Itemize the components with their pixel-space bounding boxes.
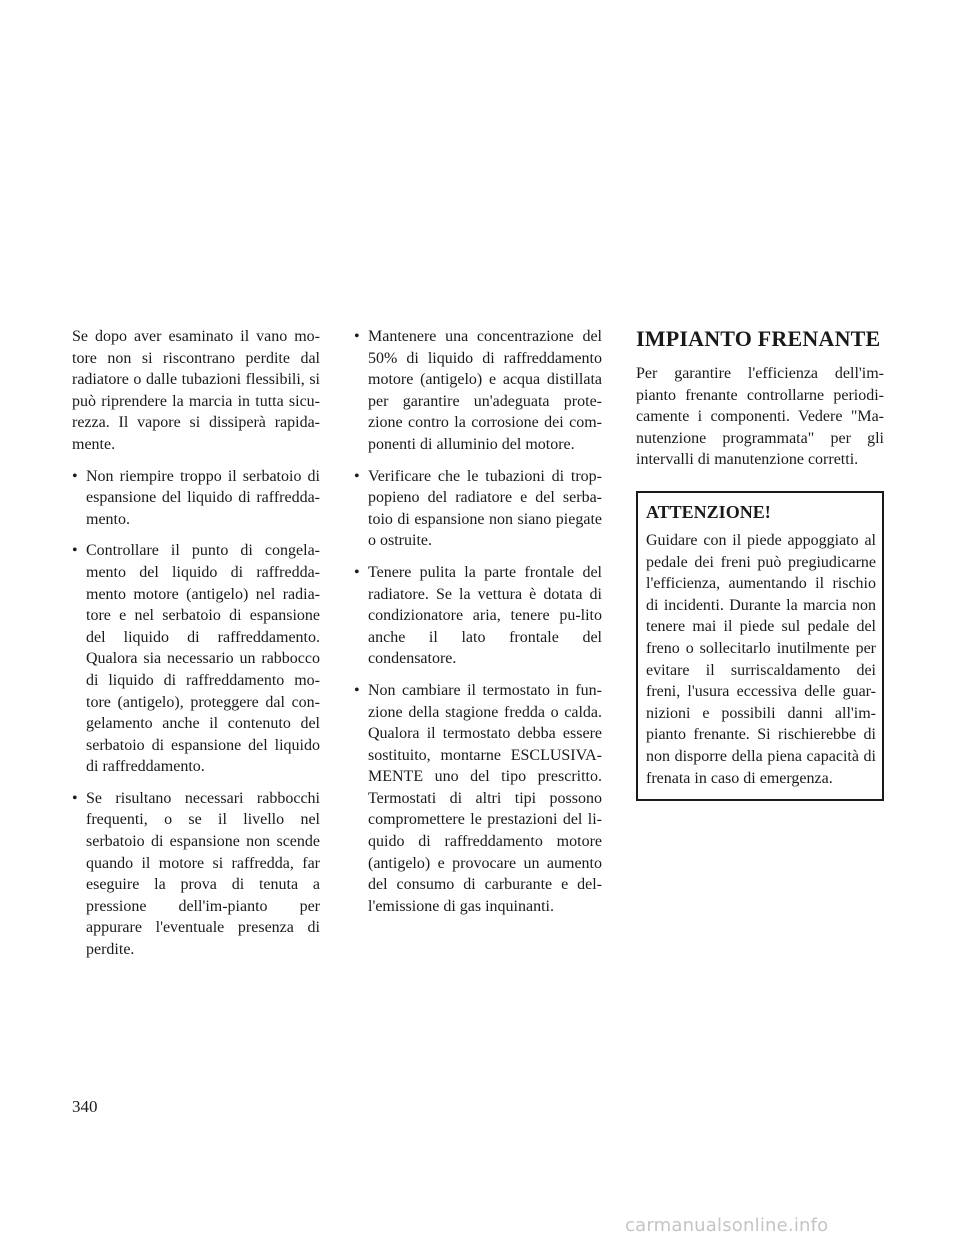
intro-paragraph: Se dopo aver esaminato il vano mo-tore non si riscontrano perdite dal radiatore o dalle tubazioni flessibili, si può riprendere la marcia in tutta sicu-rezza. Il vapore si dissiperà rapida-mente. (72, 328, 320, 453)
warning-box (636, 491, 884, 801)
column-right (636, 326, 884, 801)
watermark: carmanualsonline.info (625, 1215, 829, 1236)
list-item: • Mantenere una concentrazione del 50% di liquido di raffreddamento motore (antigelo) e acqua distillata per garantire un'adeguata prote-zione contro la corrosione dei com-ponenti di alluminio del motore. (354, 326, 602, 456)
bullet-list-middle (354, 326, 602, 917)
column-left (72, 326, 320, 961)
list-item: • Tenere pulita la parte frontale del radiatore. Se la vettura è dotata di condizionatore aria, tenere pu-lito anche il lato frontale del condensatore. (354, 562, 602, 670)
bullet-list-left (72, 466, 320, 961)
warning-text: Guidare con il piede appoggiato al pedale dei freni può pregiudicarne l'efficienza, aumentando il rischio di incidenti. Durante la marcia non tenere mai il piede sul pedale del freno o sollecitarlo inutilmente per evitare il surriscaldamento dei freni, l'usura eccessiva delle guar-nizioni e possibili danni all'im-pianto frenante. Si rischierebbe di non disporre della piena capacità di frenata in caso di emergenza. (646, 531, 876, 787)
warning-title: ATTENZIONE! (646, 501, 771, 522)
column-middle (354, 326, 602, 917)
list-item: • Verificare che le tubazioni di trop-popieno del radiatore e del serba-toio di espansione non siano piegate o ostruite. (354, 466, 602, 552)
list-item: • Se risultano necessari rabbocchi frequenti, o se il livello nel serbatoio di espansione non scende quando il motore si raffredda, far eseguire la prova di tenuta a pressione dell'im-pianto per appurare l'eventuale presenza di perdite. (72, 788, 320, 961)
list-item: • Controllare il punto di congela-mento del liquido di raffredda-mento motore (antigelo) nel radia-tore e nel serbatoio di espansione del liquido di raffreddamento. Qualora sia necessario un rabbocco di liquido di raffreddamento mo-tore (antigelo), proteggere dal con-gelamento anche il contenuto del serbatoio di espansione del liquido di raffreddamento. (72, 540, 320, 778)
section-heading: IMPIANTO FRENANTE (636, 326, 881, 351)
list-item: • Non cambiare il termostato in fun-zione della stagione fredda o calda. Qualora il termostato debba essere sostituito, montarne ESCLUSIVA-MENTE uno del tipo prescritto. Termostati di altri tipi possono compromettere le prestazioni del li-quido di raffreddamento motore (antigelo) e provocare un aumento del consumo di carburante e del-l'emissione di gas inquinanti. (354, 680, 602, 918)
list-item: • Non riempire troppo il serbatoio di espansione del liquido di raffredda-mento. (72, 466, 320, 531)
brake-paragraph: Per garantire l'efficienza dell'im-pianto frenante controllarne periodi-camente i componenti. Vedere "Ma-nutenzione programmata" per gli intervalli di manutenzione corretti. (636, 365, 884, 469)
page-number: 340 (72, 1097, 98, 1116)
